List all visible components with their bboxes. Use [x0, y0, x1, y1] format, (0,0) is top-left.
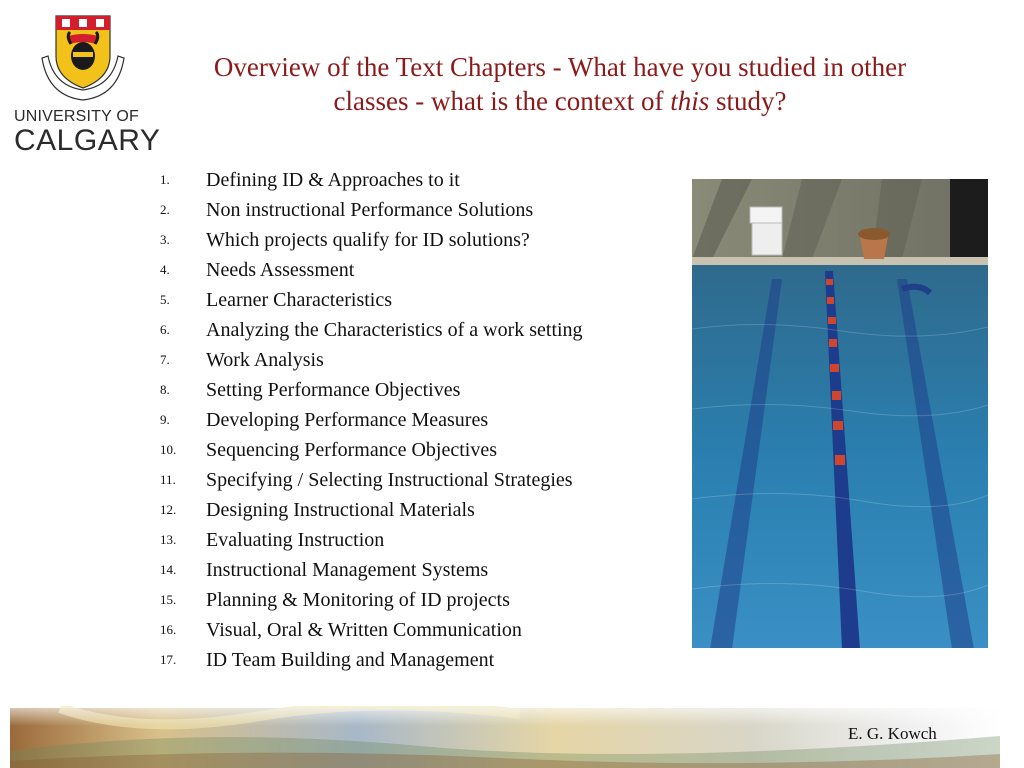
item-number: 17. [160, 652, 177, 667]
title-text-2: study? [709, 86, 787, 116]
item-text: Non instructional Performance Solutions [206, 198, 534, 221]
item-text: Visual, Oral & Written Communication [206, 618, 522, 641]
item-text: Specifying / Selecting Instructional Strategies [206, 468, 573, 491]
list-item [160, 375, 583, 405]
item-text: Designing Instructional Materials [206, 498, 475, 521]
item-text: ID Team Building and Management [206, 648, 495, 671]
item-number: 11. [160, 472, 176, 487]
list-item [160, 615, 583, 645]
list-item [160, 165, 583, 195]
slide-title [180, 50, 940, 118]
item-text: Analyzing the Characteristics of a work setting [206, 318, 583, 341]
list-item [160, 555, 583, 585]
pool-image [692, 179, 988, 648]
list-item [160, 495, 583, 525]
list-item [160, 525, 583, 555]
title-emphasis: this [670, 86, 710, 116]
item-text: Planning & Monitoring of ID projects [206, 588, 510, 611]
item-text: Sequencing Performance Objectives [206, 438, 498, 461]
item-number: 4. [160, 262, 170, 277]
item-text: Instructional Management Systems [206, 558, 489, 581]
item-number: 10. [160, 442, 177, 457]
list-item [160, 645, 583, 675]
item-number: 7. [160, 352, 170, 367]
item-number: 13. [160, 532, 177, 547]
item-number: 3. [160, 232, 170, 247]
author-name: E. G. Kowch [848, 724, 937, 743]
list-item [160, 225, 583, 255]
item-number: 12. [160, 502, 177, 517]
item-number: 15. [160, 592, 177, 607]
list-item [160, 405, 583, 435]
item-text: Which projects qualify for ID solutions? [206, 228, 530, 251]
item-text: Learner Characteristics [206, 288, 393, 311]
item-number: 9. [160, 412, 170, 427]
item-number: 8. [160, 382, 170, 397]
chapter-list [160, 165, 583, 675]
list-item [160, 585, 583, 615]
item-number: 5. [160, 292, 170, 307]
crest-icon [38, 14, 128, 106]
list-item [160, 285, 583, 315]
list-item [160, 255, 583, 285]
list-item [160, 195, 583, 225]
list-item [160, 345, 583, 375]
item-number: 1. [160, 172, 170, 187]
wordmark-university-of: UNIVERSITY OF [14, 108, 139, 125]
item-text: Needs Assessment [206, 258, 355, 281]
list-item [160, 315, 583, 345]
title-text-1: Overview of the Text Chapters - What have you studied in other classes - what is the context of [213, 52, 907, 116]
university-logo [14, 14, 161, 159]
item-text: Work Analysis [206, 348, 324, 371]
item-text: Setting Performance Objectives [206, 378, 461, 401]
item-number: 14. [160, 562, 177, 577]
item-number: 6. [160, 322, 170, 337]
item-text: Developing Performance Measures [206, 408, 489, 431]
pool-photo [692, 179, 988, 648]
item-number: 16. [160, 622, 177, 637]
item-number: 2. [160, 202, 170, 217]
wordmark-calgary: CALGARY [14, 124, 161, 157]
item-text: Defining ID & Approaches to it [206, 168, 460, 191]
item-text: Evaluating Instruction [206, 528, 385, 551]
list-item [160, 465, 583, 495]
list-item [160, 435, 583, 465]
